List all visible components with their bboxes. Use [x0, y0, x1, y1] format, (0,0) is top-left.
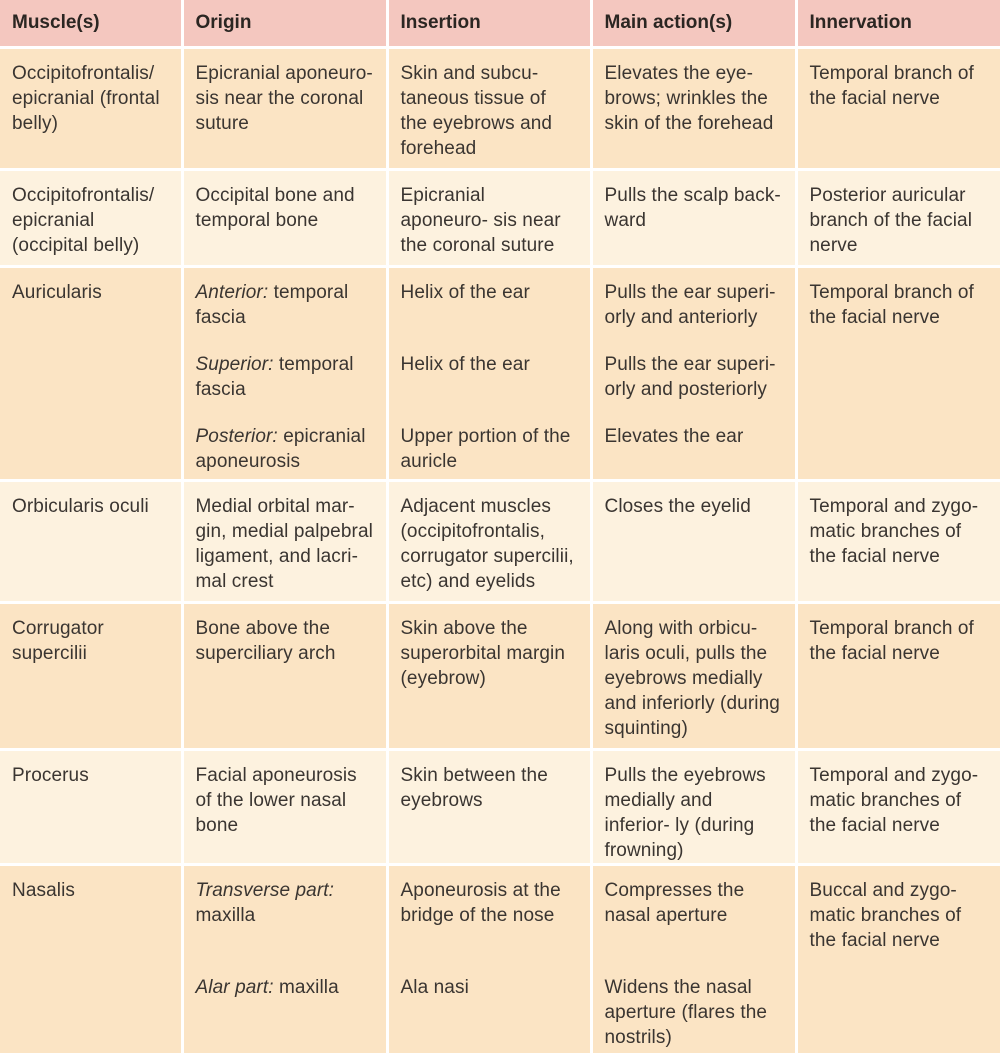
cell-action: Along with orbicu- laris oculi, pulls the eyebrows medially and inferiorly (during squinting) [591, 603, 796, 750]
cell-action: Elevates the eye- brows; wrinkles the skin of the forehead [591, 48, 796, 170]
action-part: Pulls the ear superi- orly and anteriorly [604, 282, 776, 328]
cell-innervation: Temporal branch of the facial nerve [796, 267, 1000, 481]
cell-innervation: Temporal and zygo- matic branches of the facial nerve [796, 481, 1000, 603]
origin-part: Transverse part: maxilla [195, 880, 335, 926]
cell-muscle: Nasalis [0, 865, 182, 1055]
table-row [0, 267, 1000, 481]
insertion-part: Ala nasi [400, 977, 469, 998]
cell-insertion: Skin above the superorbital margin (eyebrow) [387, 603, 591, 750]
origin-part: Alar part: maxilla [195, 977, 339, 998]
cell-origin: Bone above the superciliary arch [182, 603, 387, 750]
header-insertion: Insertion [387, 0, 591, 48]
header-action: Main action(s) [591, 0, 796, 48]
action-part: Widens the nasal aperture (flares the nostrils) [604, 977, 768, 1048]
insertion-part: Helix of the ear [400, 282, 530, 303]
action-part: Pulls the ear superi- orly and posteriorly [604, 354, 776, 400]
cell-innervation: Temporal branch of the facial nerve [796, 48, 1000, 170]
table-row [0, 603, 1000, 750]
cell-action: Closes the eyelid [591, 481, 796, 603]
table-row [0, 750, 1000, 865]
cell-action [591, 865, 796, 1055]
cell-origin: Epicranial aponeuro- sis near the coronal suture [182, 48, 387, 170]
cell-origin: Facial aponeurosis of the lower nasal bone [182, 750, 387, 865]
origin-part: Superior: temporal fascia [195, 354, 354, 400]
cell-muscle: Auricularis [0, 267, 182, 481]
header-origin: Origin [182, 0, 387, 48]
cell-origin: Occipital bone and temporal bone [182, 170, 387, 267]
cell-muscle: Orbicularis oculi [0, 481, 182, 603]
cell-insertion [387, 267, 591, 481]
cell-insertion: Adjacent muscles (occipitofrontalis, corrugator supercilii, etc) and eyelids [387, 481, 591, 603]
insertion-part: Aponeurosis at the bridge of the nose [400, 880, 561, 926]
cell-muscle: Corrugator supercilii [0, 603, 182, 750]
cell-action [591, 267, 796, 481]
insertion-part: Upper portion of the auricle [400, 426, 571, 472]
table-row [0, 170, 1000, 267]
cell-muscle: Occipitofrontalis/ epicranial (occipital belly) [0, 170, 182, 267]
table-row [0, 48, 1000, 170]
insertion-part: Helix of the ear [400, 354, 530, 375]
cell-insertion: Skin between the eyebrows [387, 750, 591, 865]
cell-insertion [387, 865, 591, 1055]
origin-part: Posterior: epicranial aponeurosis [195, 426, 366, 472]
cell-origin [182, 267, 387, 481]
cell-action: Pulls the eyebrows medially and inferior- ly (during frowning) [591, 750, 796, 865]
cell-action: Pulls the scalp back- ward [591, 170, 796, 267]
cell-innervation: Posterior auricular branch of the facial nerve [796, 170, 1000, 267]
cell-muscle: Procerus [0, 750, 182, 865]
cell-innervation: Temporal and zygo- matic branches of the facial nerve [796, 750, 1000, 865]
cell-insertion: Epicranial aponeuro- sis near the coronal suture [387, 170, 591, 267]
cell-muscle: Occipitofrontalis/ epicranial (frontal belly) [0, 48, 182, 170]
table-row [0, 481, 1000, 603]
cell-origin [182, 865, 387, 1055]
action-part: Compresses the nasal aperture [604, 880, 745, 926]
cell-insertion: Skin and subcu- taneous tissue of the eyebrows and forehead [387, 48, 591, 170]
origin-part: Anterior: temporal fascia [195, 282, 349, 328]
action-part: Elevates the ear [604, 426, 744, 447]
table-row [0, 865, 1000, 1055]
header-row [0, 0, 1000, 48]
header-innervation: Innervation [796, 0, 1000, 48]
cell-innervation: Temporal branch of the facial nerve [796, 603, 1000, 750]
cell-origin: Medial orbital mar- gin, medial palpebral ligament, and lacri- mal crest [182, 481, 387, 603]
header-muscle: Muscle(s) [0, 0, 182, 48]
cell-innervation: Buccal and zygo- matic branches of the facial nerve [796, 865, 1000, 1055]
